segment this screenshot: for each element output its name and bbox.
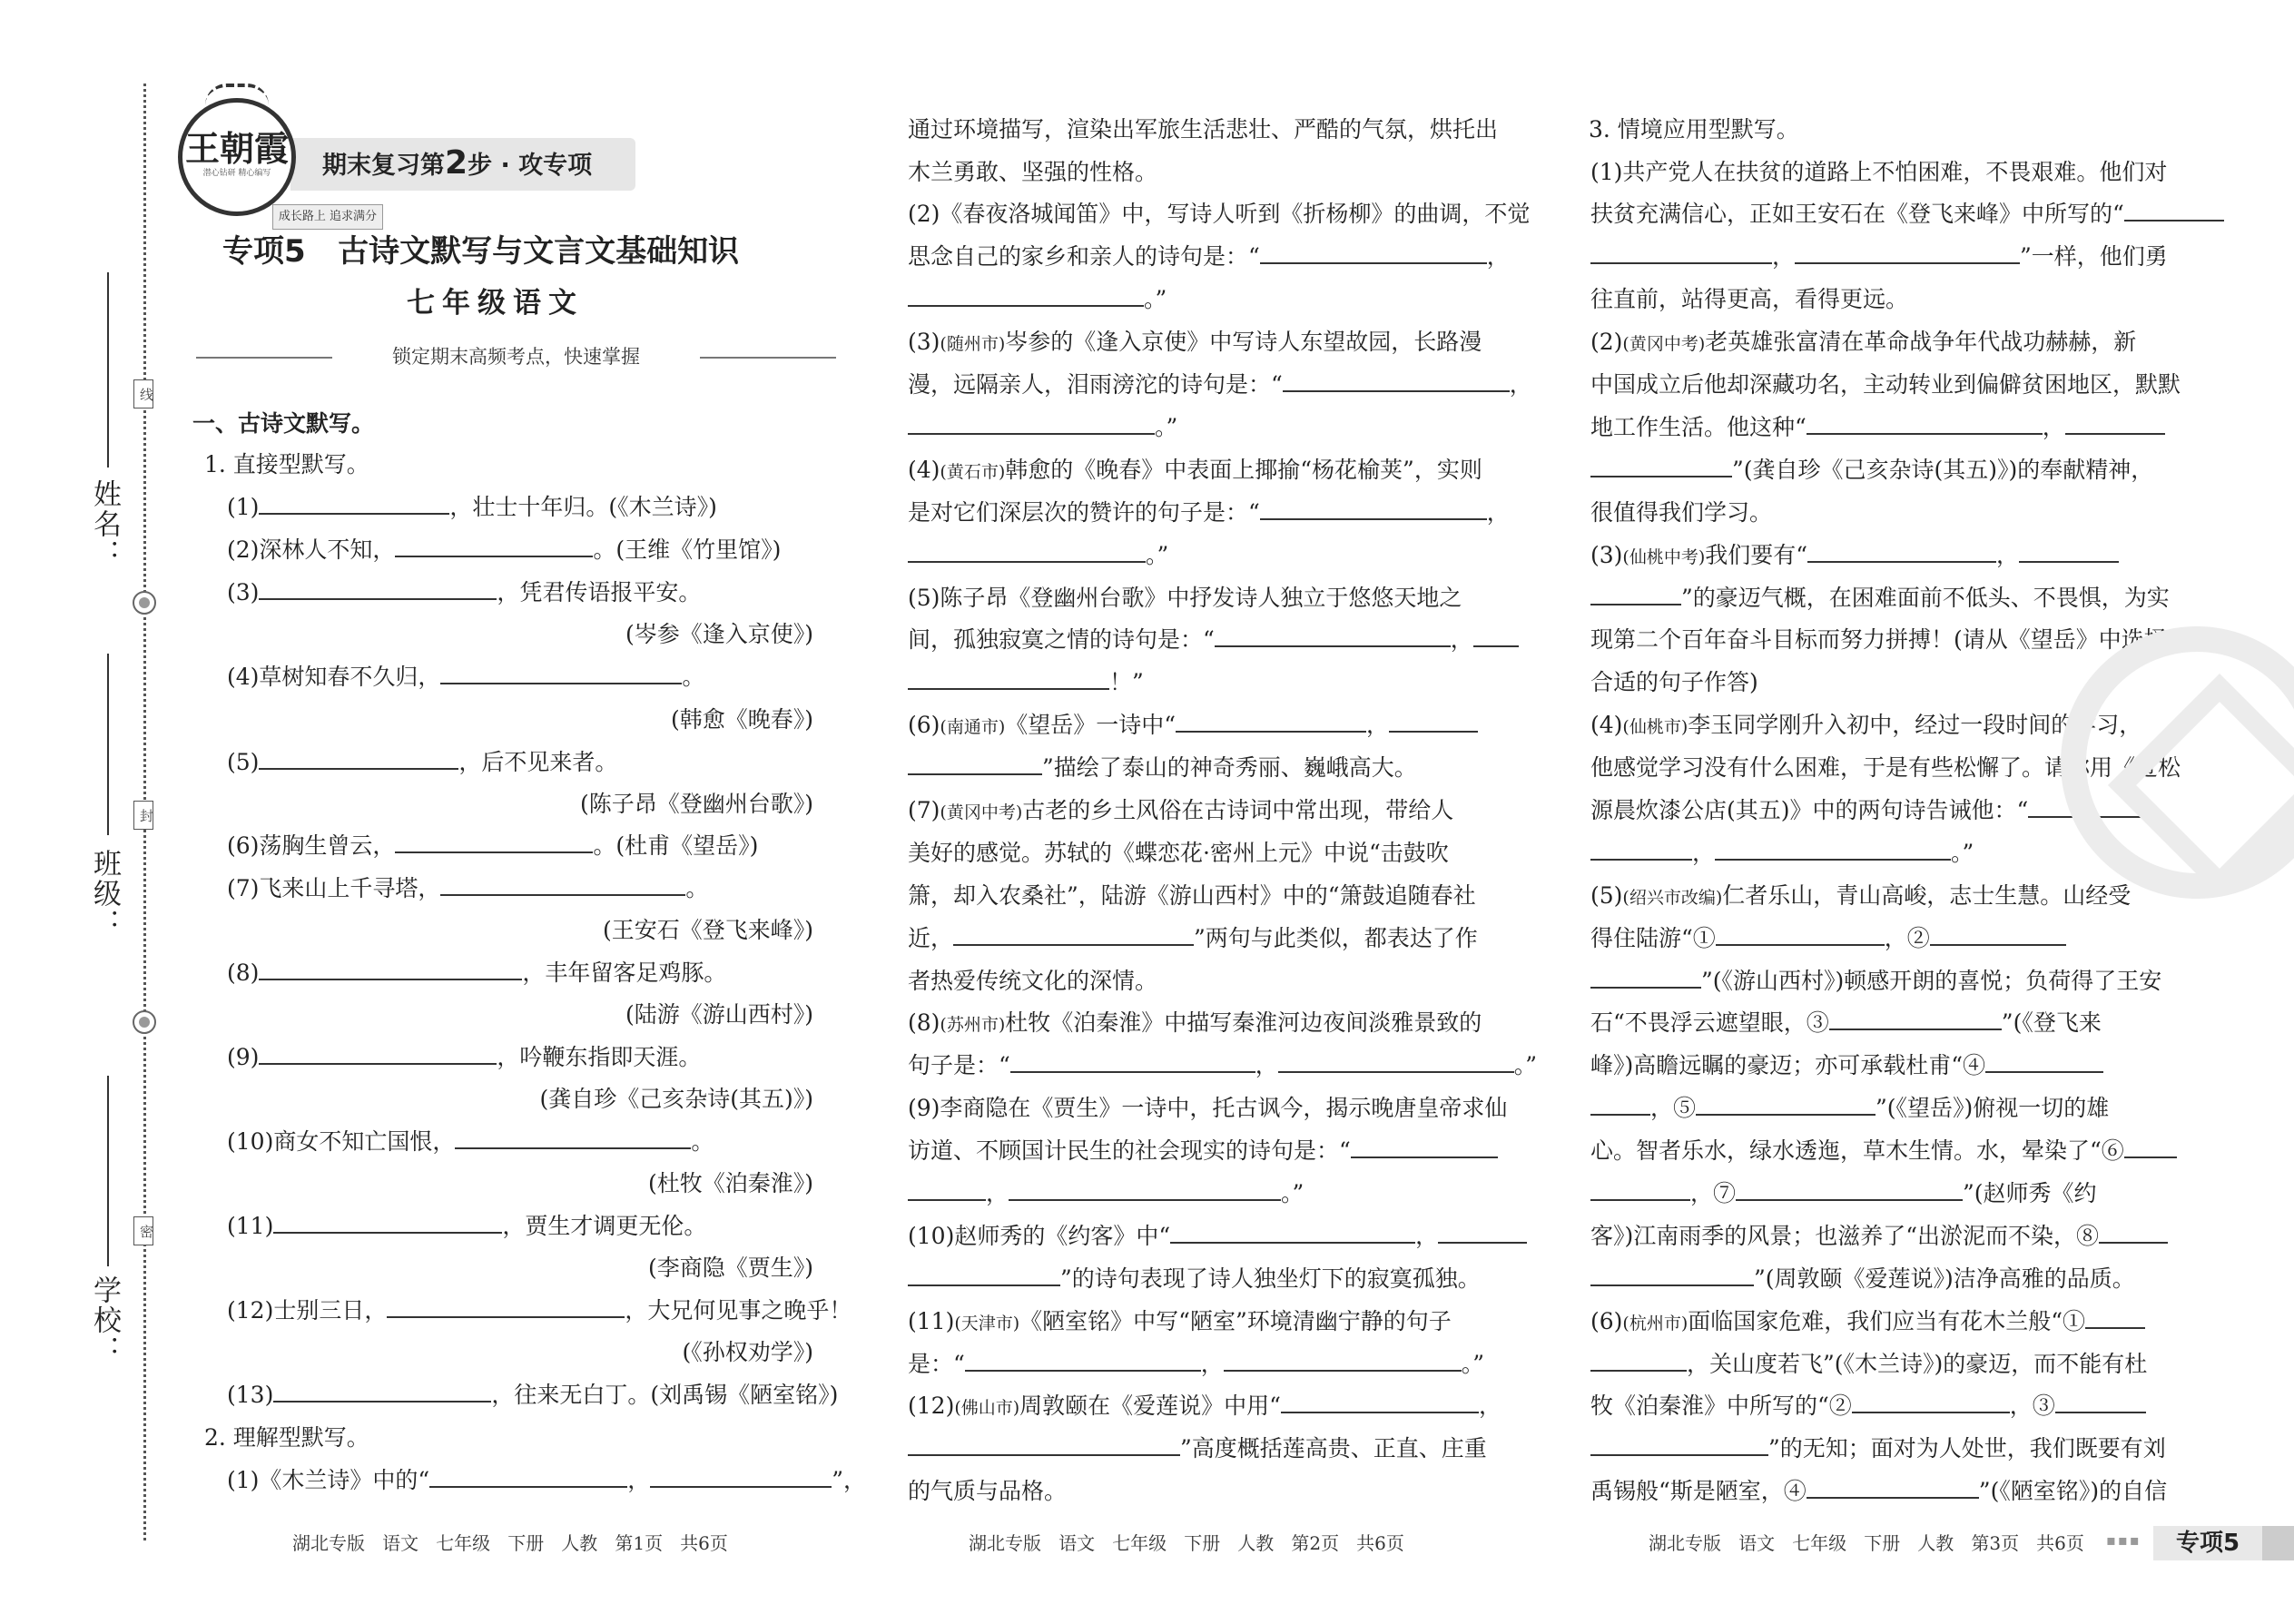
question-3: (3) ，凭君传语报平安。 (227, 576, 701, 610)
answer-blank[interactable] (1389, 709, 1478, 733)
answer-blank[interactable] (1985, 1049, 2103, 1073)
text-line: 牧《泊秦淮》中所写的“② ，③ (1590, 1389, 2146, 1423)
answer-blank[interactable] (1807, 539, 1996, 563)
subsection-heading: 2. 理解型默写。 (204, 1424, 369, 1451)
source-citation: (李商隐《贾生》) (647, 1255, 813, 1281)
answer-blank[interactable] (1281, 1390, 1479, 1413)
source-citation: (韩愈《晚春》) (670, 706, 813, 733)
question-9: (9) ，吟鞭东指即天涯。 (227, 1040, 701, 1075)
answer-blank[interactable] (1010, 1049, 1255, 1073)
text-line: ， 。” (1590, 836, 1974, 871)
answer-blank[interactable] (1852, 1390, 2010, 1413)
brand-logo (178, 98, 296, 216)
answer-blank[interactable] (1438, 1220, 1527, 1244)
text-line: ”高度概括莲高贵、正直、庄重 (908, 1432, 1487, 1466)
answer-blank[interactable] (1795, 241, 2020, 264)
text-line: ， ”一样，他们勇 (1590, 240, 2168, 274)
answer-blank[interactable] (1260, 241, 1487, 264)
logo-slogan: 潜心钻研 精心编写 (202, 169, 271, 178)
logo-brand-text: 王朝霞 (184, 128, 289, 169)
question-2: (2)深林人不知， 。(王维《竹里馆》) (227, 533, 781, 567)
answer-blank[interactable] (2099, 1220, 2168, 1244)
answer-blank[interactable] (395, 534, 593, 557)
text-line: ”描绘了泰山的神奇秀丽、巍峨高大。 (908, 751, 1417, 785)
answer-blank[interactable] (1930, 922, 2066, 946)
text-line: (5)(绍兴市改编)仁者乐山，青山高峻，志士生慧。山经受 (1590, 882, 2132, 909)
text-line: 美好的感觉。苏轼的《蝶恋花·密州上元》中说“击鼓吹 (908, 840, 1449, 866)
text-line: 间，孤独寂寞之情的诗句是：“ ， (908, 623, 1519, 657)
answer-blank[interactable] (1590, 1432, 1768, 1456)
text-line: 近， ”两句与此类似，都表达了作 (908, 921, 1478, 956)
answer-blank[interactable] (259, 746, 458, 770)
text-line: 。” (908, 282, 1167, 317)
motto: 锁定期末高频考点，快速掌握 (196, 343, 836, 370)
text-line: 客》)江南雨季的风景；也滋养了“出淤泥而不染，⑧ (1590, 1219, 2168, 1254)
answer-blank[interactable] (259, 576, 497, 600)
answer-blank[interactable] (953, 922, 1194, 946)
question-10: (10)商女不知亡国恨， 。 (227, 1125, 714, 1159)
page-footer-3: 湖北专版 语文 七年级 下册 人教 第3页 共6页 (1649, 1532, 2084, 1554)
school-field[interactable] (107, 1076, 109, 1266)
text-line: 的气质与品格。 (908, 1478, 1068, 1504)
question-7: (7)飞来山上千寻塔， 。 (227, 871, 708, 906)
text-line: 中国成立后他却深藏功名，主动转业到偏僻贫困地区，默默 (1590, 371, 2181, 398)
name-label: 姓名： (88, 479, 121, 569)
text-line: ”(《游山西村》)顿感开朗的喜悦；负荷得了王安 (1590, 964, 2161, 999)
answer-blank[interactable] (2085, 1305, 2145, 1329)
text-line: 是对它们深层次的赞许的句子是：“ ， (908, 496, 1510, 530)
answer-blank[interactable] (908, 283, 1144, 307)
text-line: (3)(随州市)岑参的《逢入京使》中写诗人东望故园，长路漫 (908, 329, 1482, 355)
text-line: 漫，远隔亲人，泪雨滂沱的诗句是：“ ， (908, 368, 1532, 402)
text-line: 他感觉学习没有什么困难，于是有些松懈了。请你用《过松 (1590, 754, 2181, 781)
topic-title: 专项5 古诗文默写与文言文基础知识 (222, 233, 740, 270)
answer-blank[interactable] (1590, 1263, 1754, 1286)
answer-blank[interactable] (965, 1348, 1201, 1372)
source-citation: (岑参《逢入京使》) (625, 621, 813, 647)
text-line: (2)(黄冈中考)老英雄张富清在革命战争年代战功赫赫，新 (1590, 329, 2137, 355)
text-line: 句子是：“ ， 。” (908, 1048, 1537, 1083)
text-line: (6)(杭州市)面临国家危难，我们应当有花木兰般“① (1590, 1304, 2145, 1341)
footer-dots-icon: ▪▪▪ (2106, 1531, 2141, 1549)
text-line: 访道、不顾国计民生的社会现实的诗句是：“ (908, 1134, 1498, 1168)
answer-blank[interactable] (1473, 624, 1519, 647)
answer-blank[interactable] (1590, 965, 1701, 989)
answer-blank[interactable] (259, 491, 449, 515)
text-line: 扶贫充满信心，正如王安石在《登飞来峰》中所写的“ (1590, 197, 2224, 231)
answer-blank[interactable] (2124, 198, 2224, 221)
answer-blank[interactable] (1351, 1135, 1498, 1158)
answer-blank[interactable] (1590, 454, 1732, 477)
source-citation: (杜牧《泊秦淮》) (647, 1170, 813, 1196)
understanding-question-1: (1)《木兰诗》中的“ ， ”， (227, 1463, 866, 1498)
answer-blank[interactable] (908, 666, 1109, 690)
answer-blank[interactable] (1224, 1348, 1462, 1372)
class-label: 班级： (88, 849, 121, 939)
answer-blank[interactable] (2065, 411, 2165, 435)
text-line: 是：“ ， 。” (908, 1347, 1484, 1382)
question-8: (8) ，丰年留客足鸡豚。 (227, 956, 726, 990)
answer-blank[interactable] (2055, 1390, 2146, 1413)
answer-blank[interactable] (1715, 837, 1951, 861)
seal-char-seal: 封 (133, 801, 153, 830)
text-line: (5)陈子昂《登幽州台歌》中抒发诗人独立于悠悠天地之 (908, 585, 1462, 611)
punch-hole-icon (133, 1010, 156, 1034)
answer-blank[interactable] (1590, 1092, 1650, 1116)
text-line: 。” (908, 538, 1168, 573)
answer-blank[interactable] (1736, 1177, 1963, 1201)
text-line: 源晨炊漆公店(其五)》中的两句诗告诫他：“ (1590, 793, 2164, 828)
answer-blank[interactable] (455, 1126, 691, 1149)
topic-tab-label: 专项5 (2153, 1526, 2262, 1560)
text-line: 地工作生活。他这种“ ， (1590, 410, 2165, 445)
subsection-heading: 1. 直接型默写。 (204, 451, 369, 477)
text-line: 思念自己的家乡和亲人的诗句是：“ ， (908, 240, 1510, 274)
text-line: 通过环境描写，渲染出军旅生活悲壮、严酷的气氛，烘托出 (908, 116, 1499, 143)
source-citation: (《孙权劝学》) (682, 1339, 813, 1365)
answer-blank[interactable] (387, 1294, 625, 1318)
name-field[interactable] (107, 272, 109, 468)
text-line: 禹锡般“斯是陋室，④ ”(《陋室铭》)的自信 (1590, 1474, 2167, 1509)
answer-blank[interactable] (908, 1432, 1180, 1456)
text-line: 。” (908, 410, 1177, 445)
answer-blank[interactable] (1215, 624, 1451, 647)
text-line: ，关山度若飞”(《木兰诗》)的豪迈，而不能有杜 (1590, 1347, 2147, 1382)
answer-blank[interactable] (1716, 922, 1885, 946)
text-line: 者热爱传统文化的深情。 (908, 968, 1158, 994)
answer-blank[interactable] (1170, 1220, 1415, 1244)
seal-char-secret: 密 (133, 1216, 153, 1245)
text-line: 石“不畏浮云遮望眼，③ ”(《登飞来 (1590, 1006, 2102, 1040)
answer-blank[interactable] (908, 752, 1042, 775)
answer-blank[interactable] (440, 872, 685, 896)
text-line: (10)赵师秀的《约客》中“ ， (908, 1219, 1527, 1254)
text-line: ”的豪迈气概，在困难面前不低头、不畏惧，为实 (1590, 581, 2170, 615)
text-line: 峰》)高瞻远瞩的豪迈；亦可承载杜甫“④ (1590, 1048, 2103, 1083)
text-line: (11)(天津市)《陋室铭》中写“陋室”环境清幽宁静的句子 (908, 1308, 1452, 1334)
answer-blank[interactable] (1278, 1049, 1514, 1073)
answer-blank[interactable] (1590, 1348, 1687, 1372)
answer-blank[interactable] (273, 1210, 502, 1234)
text-line: ”(周敦颐《爱莲说》)洁净高雅的品质。 (1590, 1262, 2135, 1296)
answer-blank[interactable] (259, 1041, 497, 1065)
watermark-seal-icon (2061, 626, 2294, 899)
text-line: (1)共产党人在扶贫的道路上不怕困难，不畏艰难。他们对 (1590, 159, 2168, 185)
text-line: (7)(黄冈中考)古老的乡土风俗在古诗词中常出现，带给人 (908, 797, 1454, 823)
answer-blank[interactable] (1590, 1177, 1690, 1201)
text-line: (8)(苏州市)杜牧《泊秦淮》中描写秦淮河边夜间淡雅景致的 (908, 1009, 1482, 1036)
answer-blank[interactable] (1829, 1007, 2002, 1030)
answer-blank[interactable] (1590, 241, 1772, 264)
answer-blank[interactable] (1590, 837, 1692, 861)
subsection-heading: 3. 情境应用型默写。 (1589, 116, 1799, 143)
answer-blank[interactable] (908, 539, 1146, 563)
answer-blank[interactable] (429, 1464, 627, 1488)
logo-ribbon: 成长路上 追求满分 (272, 204, 383, 230)
class-field[interactable] (107, 654, 109, 835)
punch-hole-icon (133, 591, 156, 615)
answer-blank[interactable] (395, 830, 593, 853)
answer-blank[interactable] (1009, 1177, 1281, 1201)
question-13: (13) ，往来无白丁。(刘禹锡《陋室铭》) (227, 1378, 838, 1412)
text-line: (4)(黄石市)韩愈的《晚春》中表面上揶揄“杨花榆荚”，实则 (908, 457, 1482, 483)
text-line: 往直前，站得更高，看得更远。 (1590, 286, 1909, 312)
text-line: 木兰勇敢、坚强的性格。 (908, 159, 1158, 185)
source-citation: (陆游《游山西村》) (625, 1001, 813, 1028)
banner-title: 期末复习第2步 · 攻专项 (322, 144, 593, 182)
question-12: (12)士别三日， ，大兄何见事之晚乎！ (227, 1294, 852, 1328)
text-line: ”的诗句表现了诗人独坐灯下的寂寞孤独。 (908, 1262, 1481, 1296)
answer-blank[interactable] (908, 1177, 986, 1201)
text-line: (12)(佛山市)周敦颐在《爱莲说》中用“ ， (908, 1389, 1501, 1425)
source-citation: (陈子昂《登幽州台歌》) (579, 791, 813, 817)
text-line: 箫，却入农桑社”，陆游《游山西村》中的“箫鼓追随春社 (908, 882, 1476, 909)
page-footer-2: 湖北专版 语文 七年级 下册 人教 第2页 共6页 (969, 1532, 1404, 1554)
question-11: (11) ，贾生才调更无伦。 (227, 1209, 706, 1244)
section-heading: 一、古诗文默写。 (192, 410, 375, 437)
answer-blank[interactable] (908, 411, 1155, 435)
text-line: ， 。” (908, 1176, 1304, 1211)
text-line: ”(龚自珍《己亥杂诗(其五)》)的奉献精神， (1590, 453, 2153, 487)
source-citation: (龚自珍《己亥杂诗(其五)》) (539, 1086, 813, 1112)
answer-blank[interactable] (1176, 709, 1366, 733)
answer-blank[interactable] (1807, 411, 2043, 435)
answer-blank[interactable] (2019, 539, 2119, 563)
text-line: (9)李商隐在《贾生》一诗中，托古讽今，揭示晚唐皇帝求仙 (908, 1095, 1508, 1121)
answer-blank[interactable] (1807, 1475, 1979, 1499)
answer-blank[interactable] (1590, 582, 1681, 605)
answer-blank[interactable] (1696, 1092, 1876, 1116)
text-line: 现第二个百年奋斗目标而努力拼搏！(请从《望岳》中选择 (1590, 626, 2167, 653)
page-footer-1: 湖北专版 语文 七年级 下册 人教 第1页 共6页 (292, 1532, 728, 1554)
text-line: 得住陆游“① ，② (1590, 921, 2066, 956)
question-5: (5) ，后不见来者。 (227, 745, 617, 780)
grade-title: 七年级语文 (407, 287, 584, 320)
answer-blank[interactable] (650, 1464, 832, 1488)
topic-tab (2153, 1526, 2294, 1560)
source-citation: (王安石《登飞来峰》) (602, 917, 813, 943)
seal-char-line: 线 (133, 379, 153, 408)
answer-blank[interactable] (908, 1263, 1060, 1286)
text-line: 心。智者乐水，绿水透迤，草木生情。水，晕染了“⑥ (1590, 1134, 2177, 1168)
text-line: ，⑦ ”(赵师秀《约 (1590, 1176, 2097, 1211)
answer-blank[interactable] (273, 1379, 491, 1403)
text-line: (6)(南通市)《望岳》一诗中“ ， (908, 708, 1478, 744)
answer-blank[interactable] (259, 957, 522, 980)
text-line: (4)(仙桃市)李玉同学刚升入初中，经过一段时间的学习， (1590, 712, 2142, 738)
text-line: (3)(仙桃中考)我们要有“ ， (1590, 538, 2119, 575)
answer-blank[interactable] (2124, 1135, 2177, 1158)
question-6: (6)荡胸生曾云， 。(杜甫《望岳》) (227, 829, 758, 863)
text-line: ”的无知；面对为人处世，我们既要有刘 (1590, 1432, 2166, 1466)
question-1: (1) ，壮士十年归。(《木兰诗》) (227, 490, 717, 525)
school-label: 学校： (88, 1275, 121, 1365)
answer-blank[interactable] (440, 661, 682, 684)
text-line: (2)《春夜洛城闻笛》中，写诗人听到《折杨柳》的曲调，不觉 (908, 201, 1531, 227)
answer-blank[interactable] (1260, 497, 1487, 520)
text-line: ，⑤ ”(《望岳》)俯视一切的雄 (1590, 1091, 2109, 1126)
text-line: 很值得我们学习。 (1590, 499, 1773, 526)
text-line: ！” (908, 665, 1144, 700)
question-4: (4)草树知春不久归， 。 (227, 660, 704, 694)
text-line: 合适的句子作答) (1590, 669, 1758, 695)
answer-blank[interactable] (1283, 369, 1510, 392)
